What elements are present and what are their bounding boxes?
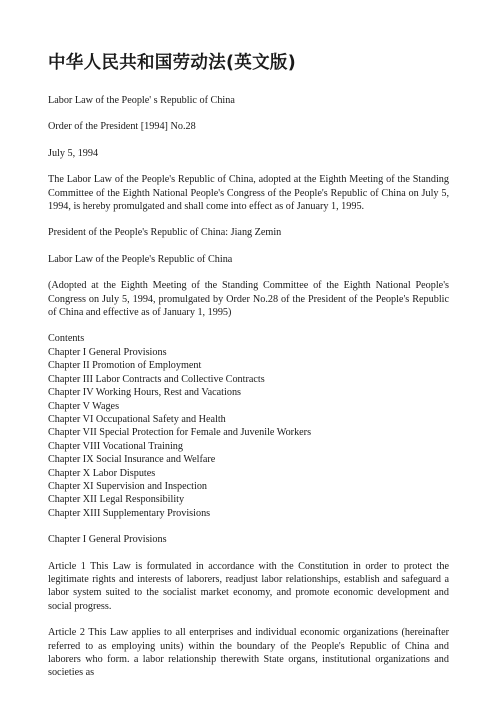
- toc-item: Chapter XI Supervision and Inspection: [48, 480, 208, 492]
- toc-item: Chapter XIII Supplementary Provisions: [48, 507, 211, 519]
- article-2: Article 2 This Law applies to all enterprises and individual economic organizations (hereinafter referred to as employing units) within the boundary of the People's Republic of China and laborers who form. a labor relationship therewith State organs, institutional organizations and societies as: [48, 627, 449, 679]
- contents-heading: Contents: [48, 333, 85, 345]
- toc-item: Chapter III Labor Contracts and Collective Contracts: [48, 373, 265, 385]
- toc-item: Chapter XII Legal Responsibility: [48, 494, 185, 506]
- adoption-note-paragraph: (Adopted at the Eighth Meeting of the Standing Committee of the Eighth National People's Congress on July 5, 1994, promulgated by Order No.28 of the President of the People's Republic of China and effective as of January 1, 1995): [48, 280, 449, 319]
- toc-item: Chapter X Labor Disputes: [48, 467, 156, 479]
- toc-item: Chapter V Wages: [48, 400, 120, 412]
- promulgation-paragraph: The Labor Law of the People's Republic of China, adopted at the Eighth Meeting of the Standing Committee of the Eighth National People's Congress of the People's Republic of China on July 5, 1994, is hereby promulgated and shall come into effect as of January 1, 1995.: [48, 174, 449, 213]
- article-1: Article 1 This Law is formulated in accordance with the Constitution in order to protect the legitimate rights and interests of laborers, readjust labor relationships, establish and safeguard a labor system suited to the socialist market economy, and promote economic development and social progress.: [48, 560, 449, 612]
- toc-item: Chapter IV Working Hours, Rest and Vacations: [48, 387, 241, 399]
- toc-item: Chapter VI Occupational Safety and Health: [48, 413, 226, 425]
- document-title: 中华人民共和国劳动法(英文版): [48, 53, 296, 73]
- toc-item: Chapter II Promotion of Employment: [48, 360, 202, 372]
- date-line: July 5, 1994: [48, 147, 99, 159]
- toc-item: Chapter VII Special Protection for Female and Juvenile Workers: [48, 427, 312, 439]
- table-of-contents: [48, 346, 449, 520]
- toc-item: Chapter I General Provisions: [48, 346, 167, 358]
- law-title-line: Labor Law of the People's Republic of China: [48, 253, 233, 265]
- order-number-line: Order of the President [1994] No.28: [48, 121, 196, 133]
- toc-item: Chapter IX Social Insurance and Welfare: [48, 454, 216, 466]
- law-name-line: Labor Law of the People' s Republic of China: [48, 95, 235, 106]
- chapter-heading: Chapter I General Provisions: [48, 534, 167, 546]
- toc-item: Chapter VIII Vocational Training: [48, 440, 183, 452]
- president-line: President of the People's Republic of China: Jiang Zemin: [48, 227, 282, 239]
